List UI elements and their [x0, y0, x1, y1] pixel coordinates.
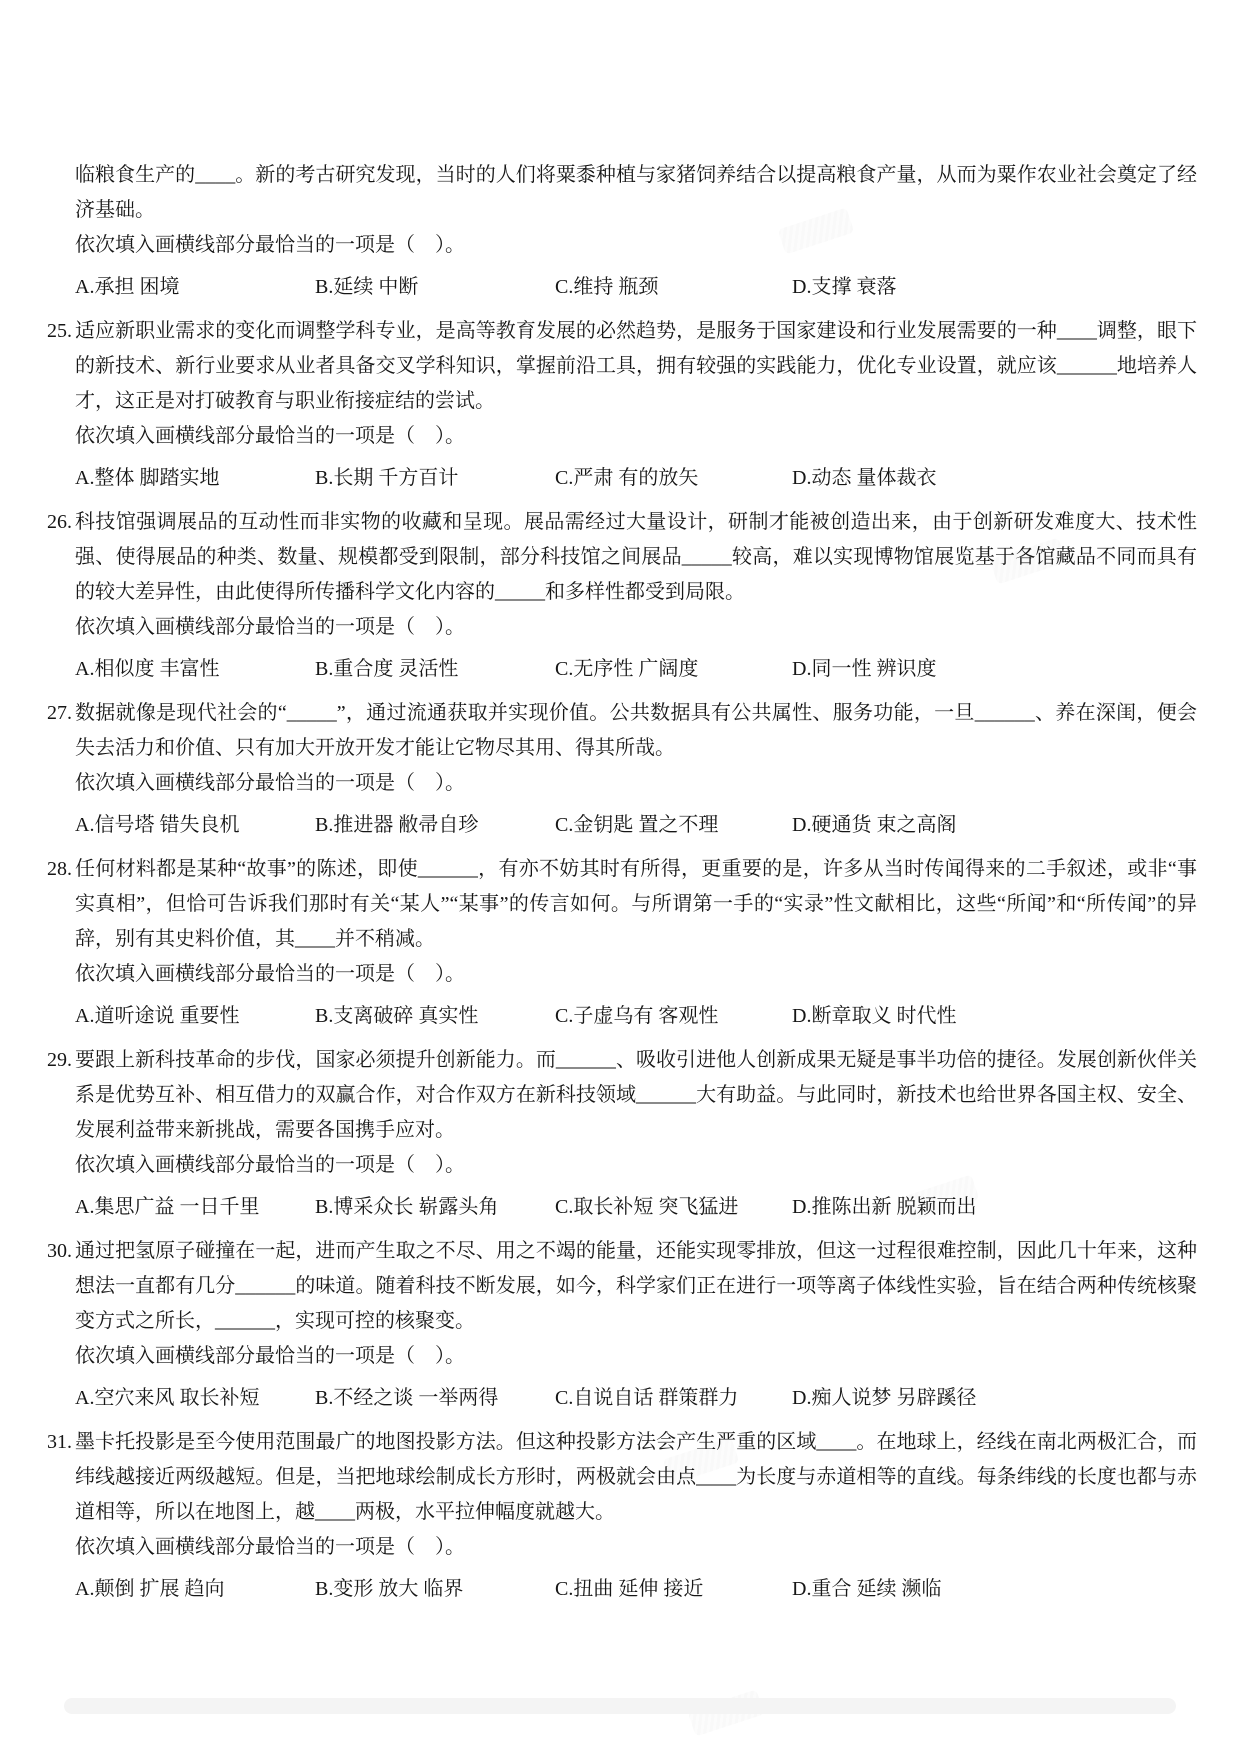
- question-block-25: [47, 314, 1197, 496]
- option-a: A.相似度 丰富性: [75, 658, 220, 680]
- question-number: 25.: [47, 320, 72, 342]
- question-number: [47, 158, 75, 228]
- question-block-29: [47, 1043, 1197, 1225]
- question-block-26: [47, 505, 1197, 687]
- option-d: D.推陈出新 脱颖而出: [792, 1196, 977, 1218]
- option-b: B.变形 放大 临界: [315, 1578, 464, 1600]
- option-a: A.颠倒 扩展 趋向: [75, 1578, 225, 1600]
- option-c: C.无序性 广阔度: [555, 658, 699, 680]
- option-b: B.延续 中断: [315, 276, 419, 298]
- options-row: [47, 652, 1197, 687]
- question-body: 数据就像是现代社会的“_____”，通过流通获取并实现价值。公共数据具有公共属性、服务功能，一旦______、养在深闺，便会失去活力和价值、只有加大开放开发才能让它物尽其用、得其所哉。: [75, 702, 1197, 759]
- fill-blank-prompt: 依次填入画横线部分最恰当的一项是（ ）。: [75, 963, 465, 985]
- page-footer-bar: [64, 1698, 1176, 1714]
- question-block-31: [47, 1425, 1197, 1607]
- fill-blank-prompt: 依次填入画横线部分最恰当的一项是（ ）。: [75, 1536, 465, 1558]
- option-b: B.重合度 灵活性: [315, 658, 459, 680]
- options-row: [47, 1572, 1197, 1607]
- option-c: C.严肃 有的放矢: [555, 467, 699, 489]
- option-a: A.集思广益 一日千里: [75, 1196, 260, 1218]
- option-d: D.同一性 辨识度: [792, 658, 937, 680]
- option-d: D.痴人说梦 另辟蹊径: [792, 1387, 977, 1409]
- question-body: 墨卡托投影是至今使用范围最广的地图投影方法。但这种投影方法会产生严重的区域____。在地球上，经线在南北两极汇合，而纬线越接近两级越短。但是，当把地球绘制成长方形时，两极就会由点____为长度与赤道相等的直线。每条纬线的长度也都与赤道相等，所以在地图上，越____两极，水平拉伸幅度就越大。: [75, 1431, 1197, 1523]
- option-b: B.长期 千方百计: [315, 467, 459, 489]
- question-number: 31.: [47, 1431, 72, 1453]
- option-d: D.重合 延续 濒临: [792, 1578, 942, 1600]
- options-row: [47, 270, 1197, 305]
- option-a: A.整体 脚踏实地: [75, 467, 220, 489]
- question-number: 30.: [47, 1240, 72, 1262]
- question-block-27: [47, 696, 1197, 843]
- option-d: D.硬通货 束之高阁: [792, 814, 957, 836]
- question-body: 科技馆强调展品的互动性而非实物的收藏和呈现。展品需经过大量设计，研制才能被创造出来，由于创新研发难度大、技术性强、使得展品的种类、数量、规模都受到限制，部分科技馆之间展品_____较高，难以实现博物馆展览基于各馆藏品不同而具有的较大差异性，由此使得所传播科学文化内容的_____和多样性都受到局限。: [75, 511, 1197, 603]
- fill-blank-prompt: 依次填入画横线部分最恰当的一项是（ ）。: [75, 616, 465, 638]
- options-row: [47, 461, 1197, 496]
- option-a: A.信号塔 错失良机: [75, 814, 240, 836]
- question-body: 任何材料都是某种“故事”的陈述，即使______，有亦不妨其时有所得，更重要的是，许多从当时传闻得来的二手叙述，或非“事实真相”，但恰可告诉我们那时有关“某人”“某事”的传言如何。与所谓第一手的“实录”性文献相比，这些“所闻”和“所传闻”的异辞，别有其史料价值，其____并不稍减。: [75, 858, 1197, 950]
- option-a: A.承担 困境: [75, 276, 180, 298]
- option-c: C.子虚乌有 客观性: [555, 1005, 719, 1027]
- question-block-24: [47, 158, 1197, 305]
- option-a: A.空穴来风 取长补短: [75, 1387, 260, 1409]
- options-row: [47, 999, 1197, 1034]
- option-b: B.支离破碎 真实性: [315, 1005, 479, 1027]
- fill-blank-prompt: 依次填入画横线部分最恰当的一项是（ ）。: [75, 425, 465, 447]
- question-list: [47, 158, 1197, 1616]
- options-row: [47, 1190, 1197, 1225]
- option-b: B.推进器 敝帚自珍: [315, 814, 479, 836]
- option-d: D.断章取义 时代性: [792, 1005, 957, 1027]
- fill-blank-prompt: 依次填入画横线部分最恰当的一项是（ ）。: [75, 1345, 465, 1367]
- options-row: [47, 808, 1197, 843]
- option-a: A.道听途说 重要性: [75, 1005, 240, 1027]
- option-c: C.自说自话 群策群力: [555, 1387, 739, 1409]
- fill-blank-prompt: 依次填入画横线部分最恰当的一项是（ ）。: [75, 1154, 465, 1176]
- question-number: 29.: [47, 1049, 72, 1071]
- options-row: [47, 1381, 1197, 1416]
- fill-blank-prompt: 依次填入画横线部分最恰当的一项是（ ）。: [75, 772, 465, 794]
- question-block-30: [47, 1234, 1197, 1416]
- question-body: 适应新职业需求的变化而调整学科专业，是高等教育发展的必然趋势，是服务于国家建设和行业发展需要的一种____调整，眼下的新技术、新行业要求从业者具备交叉学科知识，掌握前沿工具，拥有较强的实践能力，优化专业设置，就应该______地培养人才，这正是对打破教育与职业衔接症结的尝试。: [75, 320, 1197, 412]
- option-c: C.扭曲 延伸 接近: [555, 1578, 704, 1600]
- option-c: C.维持 瓶颈: [555, 276, 659, 298]
- option-d: D.动态 量体裁衣: [792, 467, 937, 489]
- option-c: C.金钥匙 置之不理: [555, 814, 719, 836]
- option-d: D.支撑 衰落: [792, 276, 897, 298]
- option-c: C.取长补短 突飞猛进: [555, 1196, 739, 1218]
- question-body: 要跟上新科技革命的步伐，国家必须提升创新能力。而______、吸收引进他人创新成果无疑是事半功倍的捷径。发展创新伙伴关系是优势互补、相互借力的双赢合作，对合作双方在新科技领域______大有助益。与此同时，新技术也给世界各国主权、安全、发展利益带来新挑战，需要各国携手应对。: [75, 1049, 1197, 1141]
- question-body: 通过把氢原子碰撞在一起，进而产生取之不尽、用之不竭的能量，还能实现零排放，但这一过程很难控制，因此几十年来，这种想法一直都有几分______的味道。随着科技不断发展，如今，科学家们正在进行一项等离子体线性实验，旨在结合两种传统核聚变方式之所长，______，实现可控的核聚变。: [75, 1240, 1197, 1332]
- option-b: B.博采众长 崭露头角: [315, 1196, 499, 1218]
- question-number: 28.: [47, 858, 72, 880]
- question-block-28: [47, 852, 1197, 1034]
- option-b: B.不经之谈 一举两得: [315, 1387, 499, 1409]
- question-number: 26.: [47, 511, 72, 533]
- question-body: 临粮食生产的____。新的考古研究发现，当时的人们将粟黍种植与家猪饲养结合以提高粮食产量，从而为粟作农业社会奠定了经济基础。: [75, 164, 1197, 221]
- question-number: 27.: [47, 702, 72, 724]
- fill-blank-prompt: 依次填入画横线部分最恰当的一项是（ ）。: [75, 234, 465, 256]
